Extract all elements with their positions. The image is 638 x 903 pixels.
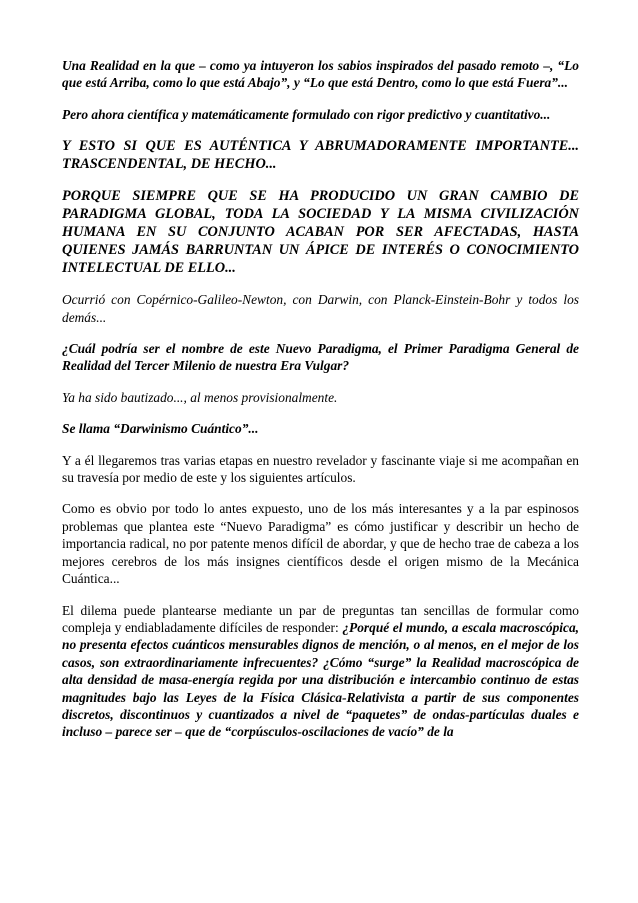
paragraph-scientific: Pero ahora científica y matemáticamente formulado con rigor predictivo y cuantitativo... <box>62 106 551 122</box>
document-page <box>62 57 579 741</box>
dilemma-questions: ¿Porqué el mundo, a escala macroscópica, no presenta efectos cuánticos mensurables dignos de mención, o al menos, en el mejor de los casos, son extraordinariamente infrecuentes? ¿Cómo “surge” la Realidad macroscópica de alta densidad de masa-energía regida por una distribución e intercambio continuo de estas magnitudes bajo las Leyes de la Física Clásica-Relativista a partir de sus componentes discretos, discontinuos y cuantizados a nivel de “paquetes” de ondas-partículas duales e incluso – parece ser – que de “corpúsculos-oscilaciones de vacío” de la <box>62 619 579 740</box>
paragraph-journey: Y a él llegaremos tras varias etapas en nuestro revelador y fascinante viaje si me acompañan en su travesía por medio de este y los siguientes artículos. <box>62 452 579 486</box>
paragraph-baptized: Ya ha sido bautizado..., al menos provisionalmente. <box>62 389 338 405</box>
paragraph-dilemma <box>62 602 579 741</box>
paragraph-intro: Una Realidad en la que – como ya intuyeron los sabios inspirados del pasado remoto –, “Lo que está Arriba, como lo que está Abajo”, y “Lo que está Dentro, como lo que está Fuera”... <box>62 58 579 91</box>
paragraph-quantum-darwinism: Se llama “Darwinismo Cuántico”... <box>62 421 259 437</box>
paragraph-problem: Como es obvio por todo lo antes expuesto, uno de los más interesantes y a la par espinosos problemas que plantea este “Nuevo Paradigma” es cómo justificar y describir un hecho de importancia radical, no por patente menos difícil de abordar, y que de hecho trae de cabeza a los mejores cerebros de los más insignes científicos desde el origen mismo de la Mecánica Cuántica... <box>62 501 579 587</box>
paragraph-question-name: ¿Cuál podría ser el nombre de este Nuevo Paradigma, el Primer Paradigma General de Realidad del Tercer Milenio de nuestra Era Vulgar? <box>62 341 579 374</box>
paragraph-paradigm-change: PORQUE SIEMPRE QUE SE HA PRODUCIDO UN GRAN CAMBIO DE PARADIGMA GLOBAL, TODA LA SOCIEDAD Y LA MISMA CIVILIZACIÓN HUMANA EN SU CONJUNTO ACABAN POR SER AFECTADAS, HASTA QUIENES JAMÁS BARRUNTAN UN ÁPICE DE INTERÉS O CONOCIMIENTO INTELECTUAL DE ELLO... <box>62 188 579 277</box>
dilemma-plain-text: El dilema puede plantearse mediante un par de preguntas tan sencillas de formular como compleja y endiabladamente difíciles de responder: <box>62 602 579 635</box>
paragraph-important: Y ESTO SI QUE ES AUTÉNTICA Y ABRUMADORAMENTE IMPORTANTE... TRASCENDENTAL, DE HECHO... <box>62 138 579 173</box>
paragraph-history: Ocurrió con Copérnico-Galileo-Newton, con Darwin, con Planck-Einstein-Bohr y todos los demás... <box>62 292 579 325</box>
